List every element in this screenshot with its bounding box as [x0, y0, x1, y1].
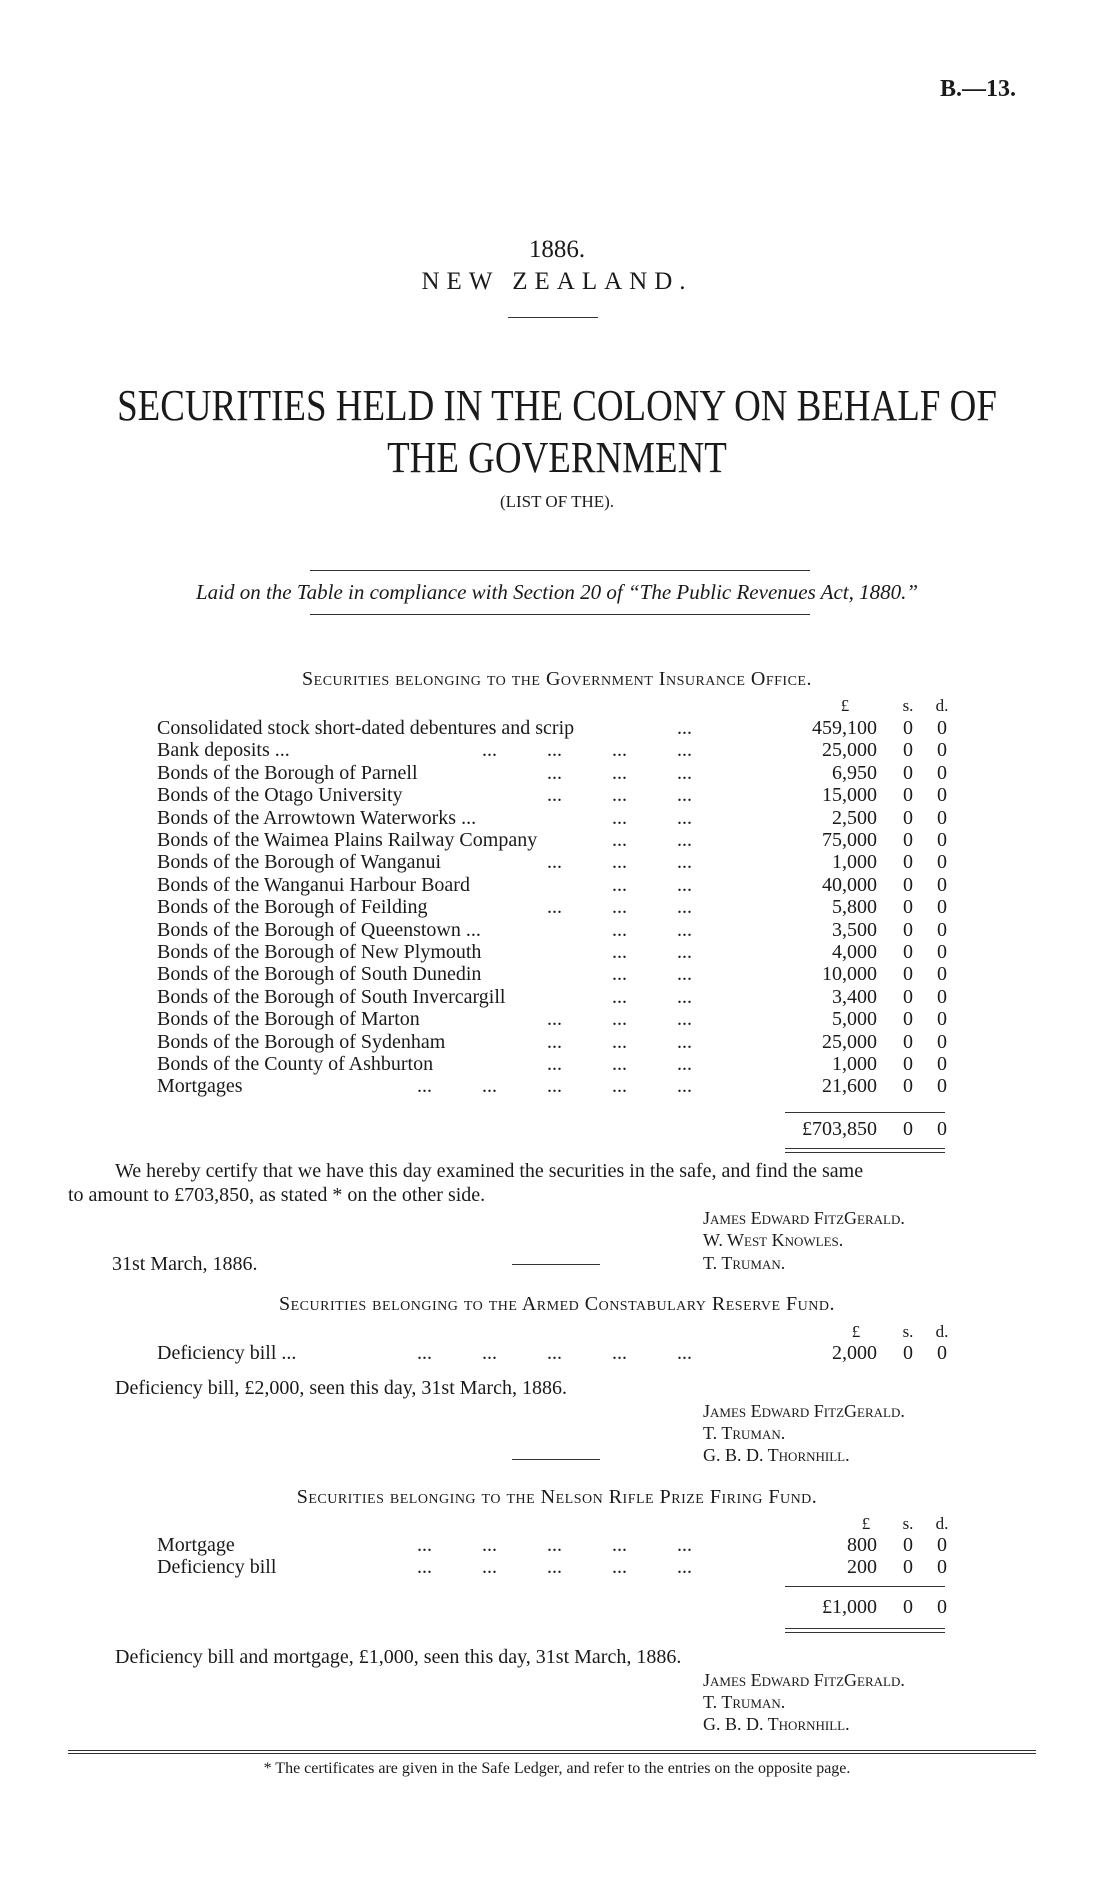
- table-row: [157, 739, 957, 761]
- amount-pence: 0: [937, 1534, 947, 1556]
- amount-shillings: 0: [903, 1053, 913, 1075]
- amount-pence: 0: [937, 963, 947, 986]
- sum-rule: [785, 1586, 945, 1587]
- amount-pounds: 21,600: [822, 1075, 877, 1098]
- signatory: James Edward FitzGerald.: [703, 1208, 905, 1228]
- table-row: [157, 1008, 957, 1030]
- amount-pounds: 3,500: [832, 918, 877, 941]
- divider: [512, 1264, 600, 1265]
- amount-pounds: 25,000: [822, 739, 877, 762]
- total-shillings: 0: [903, 1118, 913, 1140]
- row-label: Deficiency bill ...: [157, 1342, 297, 1364]
- amount-shillings: 0: [903, 985, 913, 1008]
- amount-shillings: 0: [903, 918, 913, 941]
- leader-dots: ... ...: [612, 985, 692, 1008]
- table-row: [157, 986, 957, 1008]
- title-line-2: THE GOVERNMENT: [387, 433, 727, 482]
- amount-shillings: 0: [903, 1075, 913, 1098]
- row-label: Bonds of the County of Ashburton: [157, 1053, 434, 1075]
- table-row: [157, 1053, 957, 1075]
- row-label: Bonds of the Borough of Queenstown ...: [157, 918, 481, 941]
- signatory: G. B. D. Thornhill.: [703, 1445, 850, 1465]
- amount-shillings: 0: [903, 829, 913, 851]
- amount-pounds: 800: [847, 1534, 877, 1556]
- table-row: [157, 784, 957, 806]
- row-label: Mortgage: [157, 1534, 235, 1556]
- double-rule: [785, 1152, 945, 1153]
- country: NEW ZEALAND.: [421, 268, 693, 295]
- amount-pounds: 15,000: [822, 784, 877, 807]
- table-row: [157, 829, 957, 851]
- amount-pence: 0: [937, 918, 947, 941]
- footnote-rule: [68, 1750, 1036, 1751]
- leader-dots: ... ...: [612, 941, 692, 963]
- amount-pounds: 3,400: [832, 985, 877, 1008]
- shillings-header: s.: [902, 1322, 914, 1341]
- pence-header: d.: [935, 1514, 949, 1533]
- amount-shillings: 0: [903, 1534, 913, 1556]
- amount-pounds: 6,950: [832, 761, 877, 784]
- table-row: [157, 851, 957, 873]
- table-row: [157, 807, 957, 829]
- insurance-total-row: [157, 1118, 957, 1140]
- amount-pence: 0: [937, 1030, 947, 1053]
- row-label: Bonds of the Borough of Marton: [157, 1008, 420, 1031]
- row-label: Consolidated stock short-dated debentures and scrip: [157, 717, 575, 739]
- table-row: [157, 1031, 957, 1053]
- year: 1886.: [528, 236, 586, 263]
- nelson-section-heading: Securities belonging to the Nelson Rifle Prize Firing Fund.: [296, 1486, 818, 1508]
- signatory: T. Truman.: [703, 1423, 786, 1443]
- insurance-section-heading: Securities belonging to the Government Insurance Office.: [302, 668, 812, 690]
- amount-pence: 0: [937, 896, 947, 919]
- row-label: Bank deposits ...: [157, 739, 290, 762]
- amount-pounds: 459,100: [812, 717, 877, 739]
- amount-shillings: 0: [903, 1030, 913, 1053]
- row-label: Bonds of the Borough of Parnell: [157, 761, 418, 784]
- amount-shillings: 0: [903, 806, 913, 829]
- leader-dots: ... ... ...: [547, 851, 692, 874]
- pounds-header: £: [851, 1322, 861, 1341]
- leader-dots: ... ...: [612, 829, 692, 851]
- footnote: * The certificates are given in the Safe Ledger, and refer to the entries on the opposite page.: [263, 1760, 851, 1777]
- amount-pounds: 4,000: [832, 941, 877, 963]
- table-row: [157, 874, 957, 896]
- table-row: [157, 1534, 957, 1556]
- leader-dots: ... ... ...: [547, 1053, 692, 1075]
- amount-shillings: 0: [903, 851, 913, 874]
- amount-pence: 0: [937, 1053, 947, 1075]
- amount-shillings: 0: [903, 761, 913, 784]
- amount-shillings: 0: [903, 1342, 913, 1364]
- certification-line-1: We hereby certify that we have this day examined the securities in the safe, and find the same: [115, 1160, 864, 1182]
- divider: [508, 317, 598, 318]
- leader-dots: ... ... ...: [547, 1030, 692, 1053]
- leader-dots: ... ... ... ... ...: [417, 1075, 692, 1098]
- leader-dots: ... ... ...: [547, 1008, 692, 1031]
- certification-line-2: to amount to £703,850, as stated * on the other side.: [68, 1184, 486, 1206]
- amount-pence: 0: [937, 1075, 947, 1098]
- certification-date: 31st March, 1886.: [112, 1253, 258, 1275]
- row-label: Bonds of the Borough of South Invercargill: [157, 985, 506, 1008]
- amount-pounds: 2,500: [832, 806, 877, 829]
- leader-dots: ... ... ...: [547, 761, 692, 784]
- total-pounds: £703,850: [802, 1118, 877, 1140]
- subtitle: (LIST OF THE).: [499, 492, 615, 511]
- shillings-header: s.: [902, 696, 914, 715]
- row-label: Mortgages: [157, 1075, 243, 1098]
- signatory: James Edward FitzGerald.: [703, 1670, 905, 1690]
- amount-pounds: 5,800: [832, 896, 877, 919]
- row-label: Bonds of the Wanganui Harbour Board: [157, 873, 470, 896]
- signatory: James Edward FitzGerald.: [703, 1401, 905, 1421]
- amount-pounds: 1,000: [832, 1053, 877, 1075]
- amount-pence: 0: [937, 806, 947, 829]
- document-reference: B.—13.: [940, 76, 1017, 102]
- row-label: Bonds of the Borough of Wanganui: [157, 851, 442, 874]
- amount-pence: 0: [937, 941, 947, 963]
- amount-pence: 0: [937, 873, 947, 896]
- amount-pence: 0: [937, 829, 947, 851]
- amount-shillings: 0: [903, 1008, 913, 1031]
- double-rule: [785, 1628, 945, 1629]
- amount-pence: 0: [937, 1342, 947, 1364]
- row-label: Deficiency bill: [157, 1556, 277, 1578]
- row-label: Bonds of the Borough of South Dunedin: [157, 963, 482, 986]
- table-row: [157, 1075, 957, 1097]
- table-row: [157, 919, 957, 941]
- amount-shillings: 0: [903, 941, 913, 963]
- amount-pence: 0: [937, 985, 947, 1008]
- amount-shillings: 0: [903, 717, 913, 739]
- pounds-header: £: [840, 696, 850, 715]
- leader-dots: ... ...: [612, 963, 692, 986]
- amount-shillings: 0: [903, 963, 913, 986]
- amount-pence: 0: [937, 851, 947, 874]
- table-row: [157, 963, 957, 985]
- laid-on-table-note: Laid on the Table in compliance with Section 20 of “The Public Revenues Act, 1880.”: [195, 580, 919, 604]
- leader-dots: ... ... ...: [547, 784, 692, 807]
- pence-header: d.: [935, 1322, 949, 1341]
- divider: [310, 614, 810, 615]
- divider: [310, 570, 810, 571]
- pence-header: d.: [935, 696, 949, 715]
- total-pence: 0: [937, 1596, 947, 1618]
- amount-shillings: 0: [903, 873, 913, 896]
- leader-dots: ... ... ... ... ...: [417, 1534, 692, 1556]
- amount-pounds: 2,000: [832, 1342, 877, 1364]
- amount-pence: 0: [937, 739, 947, 762]
- table-row: [157, 1342, 957, 1364]
- constabulary-seen-note: Deficiency bill, £2,000, seen this day, 31st March, 1886.: [115, 1377, 567, 1399]
- row-label: Bonds of the Otago University: [157, 784, 403, 807]
- total-pounds: £1,000: [822, 1596, 877, 1618]
- row-label: Bonds of the Waimea Plains Railway Company: [157, 829, 538, 851]
- leader-dots: ... ...: [612, 873, 692, 896]
- amount-pounds: 200: [847, 1556, 877, 1578]
- table-row: [157, 896, 957, 918]
- amount-pence: 0: [937, 1008, 947, 1031]
- amount-shillings: 0: [903, 784, 913, 807]
- amount-pence: 0: [937, 784, 947, 807]
- amount-pounds: 25,000: [822, 1030, 877, 1053]
- double-rule: [785, 1632, 945, 1633]
- shillings-header: s.: [902, 1514, 914, 1533]
- constabulary-section-heading: Securities belonging to the Armed Constabulary Reserve Fund.: [279, 1293, 835, 1315]
- row-label: Bonds of the Borough of Sydenham: [157, 1030, 446, 1053]
- divider: [512, 1459, 600, 1460]
- sum-rule: [785, 1112, 945, 1113]
- title-line-1: SECURITIES HELD IN THE COLONY ON BEHALF OF: [117, 381, 997, 430]
- double-rule: [785, 1148, 945, 1149]
- amount-pence: 0: [937, 761, 947, 784]
- amount-pounds: 1,000: [832, 851, 877, 874]
- row-label: Bonds of the Borough of New Plymouth: [157, 941, 482, 963]
- leader-dots: ... ... ...: [547, 896, 692, 919]
- amount-pence: 0: [937, 1556, 947, 1578]
- pounds-header: £: [861, 1514, 871, 1533]
- table-row: [157, 762, 957, 784]
- row-label: Bonds of the Borough of Feilding: [157, 896, 428, 919]
- total-pence: 0: [937, 1118, 947, 1140]
- amount-shillings: 0: [903, 739, 913, 762]
- signatory: T. Truman.: [703, 1253, 786, 1273]
- signatory: W. West Knowles.: [703, 1230, 844, 1250]
- leader-dots: ... ...: [612, 918, 692, 941]
- amount-pounds: 40,000: [822, 873, 877, 896]
- table-row: [157, 941, 957, 963]
- leader-dots: ... ... ... ...: [482, 739, 692, 762]
- amount-shillings: 0: [903, 896, 913, 919]
- leader-dots: ... ...: [612, 806, 692, 829]
- amount-pence: 0: [937, 717, 947, 739]
- leader-dots: ... ... ... ... ...: [417, 1556, 692, 1578]
- signatory: G. B. D. Thornhill.: [703, 1714, 850, 1734]
- amount-pounds: 5,000: [832, 1008, 877, 1031]
- table-row: [157, 1556, 957, 1578]
- table-row: [157, 717, 957, 739]
- leader-dots: ...: [677, 717, 692, 739]
- footnote-rule: [68, 1753, 1036, 1754]
- signatory: T. Truman.: [703, 1692, 786, 1712]
- leader-dots: ... ... ... ... ...: [417, 1342, 692, 1364]
- nelson-seen-note: Deficiency bill and mortgage, £1,000, seen this day, 31st March, 1886.: [115, 1646, 682, 1668]
- amount-shillings: 0: [903, 1556, 913, 1578]
- amount-pounds: 10,000: [822, 963, 877, 986]
- amount-pounds: 75,000: [822, 829, 877, 851]
- row-label: Bonds of the Arrowtown Waterworks ...: [157, 806, 477, 829]
- total-shillings: 0: [903, 1596, 913, 1618]
- nelson-total-row: [157, 1596, 957, 1618]
